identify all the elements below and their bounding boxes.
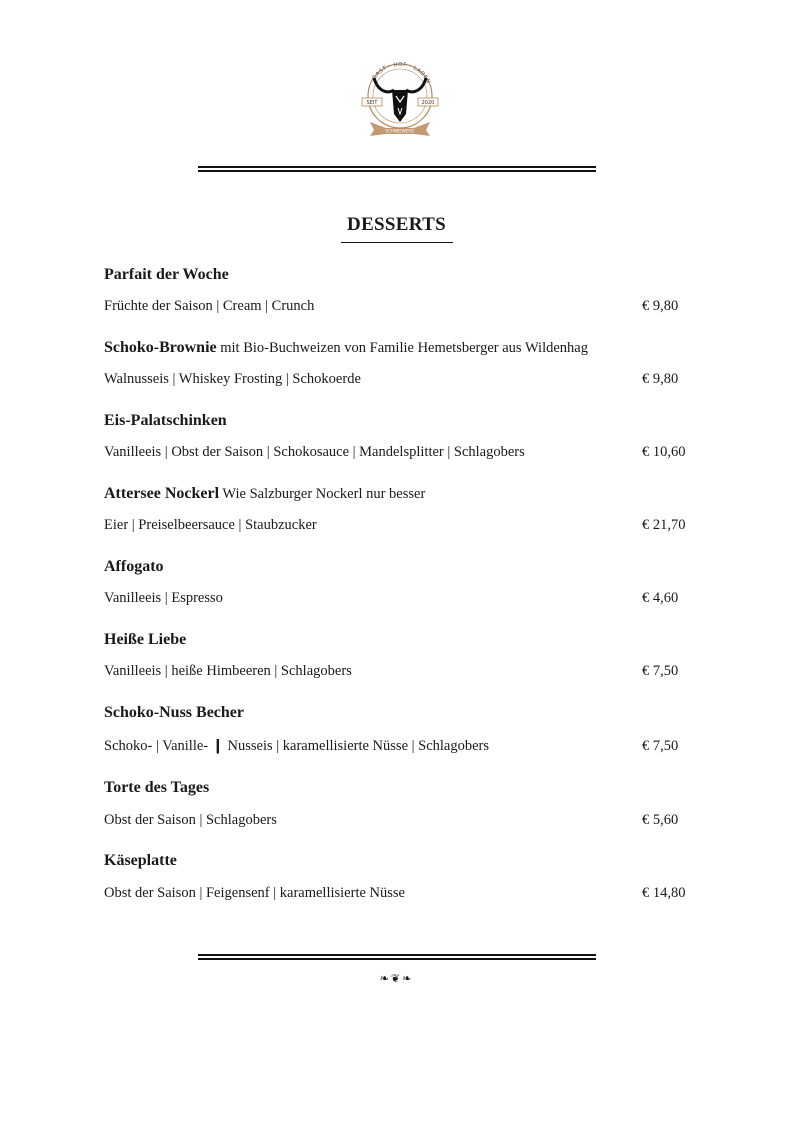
item-name-line	[104, 557, 704, 577]
logo-arc-text: GAST · HOF · LADEN	[371, 61, 432, 85]
page-title: DESSERTS	[347, 214, 446, 235]
menu-item	[104, 265, 704, 314]
item-name: Torte des Tages	[104, 779, 210, 796]
item-name: Eis-Palatschinken	[104, 412, 227, 429]
item-description: Eier | Preiselbeersauce | Staubzucker	[104, 517, 317, 533]
item-price: € 7,50	[642, 738, 679, 754]
logo-ribbon-text: SCHNEEWEISS	[385, 128, 415, 134]
item-description: Obst der Saison | Feigensenf | karamellisierte Nüsse	[104, 885, 405, 901]
item-name: Schoko-Brownie	[104, 339, 217, 356]
item-name-line	[104, 778, 704, 798]
menu-item	[104, 484, 704, 533]
item-name: Affogato	[104, 558, 164, 575]
item-description: Obst der Saison | Schlagobers	[104, 812, 277, 828]
item-price: € 5,60	[642, 812, 679, 828]
item-name-line	[104, 851, 704, 871]
menu-item	[104, 338, 704, 387]
item-price: € 9,80	[642, 298, 679, 314]
item-name: Parfait der Woche	[104, 266, 229, 283]
item-name-line	[104, 411, 704, 431]
item-price: € 21,70	[642, 517, 686, 533]
item-description: Früchte der Saison | Cream | Crunch	[104, 298, 315, 314]
item-price: € 7,50	[642, 663, 679, 679]
top-divider	[198, 166, 596, 172]
footer-ornament: ❧❦❧	[379, 972, 414, 985]
logo	[356, 56, 444, 138]
item-name-line	[104, 265, 704, 285]
logo-left-text: SEIT	[366, 100, 378, 107]
item-price: € 4,60	[642, 590, 679, 606]
item-name-line	[104, 703, 704, 723]
menu-item	[104, 411, 704, 460]
menu-item	[104, 778, 704, 828]
item-name: Käseplatte	[104, 852, 177, 869]
item-price: € 10,60	[642, 444, 686, 460]
item-description: Vanilleeis | Espresso	[104, 590, 223, 606]
item-description: Vanilleeis | heiße Himbeeren | Schlagobers	[104, 663, 352, 679]
item-note: mit Bio-Buchweizen von Familie Hemetsberger aus Wildenhag	[216, 340, 588, 356]
menu-item	[104, 630, 704, 679]
title-underline	[341, 242, 453, 243]
menu-item	[104, 557, 704, 606]
item-name: Schoko-Nuss Becher	[104, 704, 245, 721]
menu-item	[104, 703, 704, 754]
logo-right-text: 2020	[421, 100, 435, 107]
item-description: Walnusseis | Whiskey Frosting | Schokoerde	[104, 371, 361, 387]
item-name-line	[104, 630, 704, 650]
item-note: Wie Salzburger Nockerl nur besser	[219, 486, 426, 502]
item-name: Heiße Liebe	[104, 631, 187, 648]
item-price: € 14,80	[642, 885, 686, 901]
item-description: Vanilleeis | Obst der Saison | Schokosauce | Mandelsplitter | Schlagobers	[104, 444, 525, 460]
bottom-divider	[198, 954, 596, 960]
item-price: € 9,80	[642, 371, 679, 387]
item-description: Schoko- | Vanille- ❙ Nusseis | karamellisierte Nüsse | Schlagobers	[104, 738, 490, 754]
item-name: Attersee Nockerl	[104, 485, 220, 502]
bull-head-icon	[356, 56, 444, 138]
item-name-line	[104, 338, 704, 358]
svg-text:GAST · HOF · LADEN	[371, 62, 431, 85]
item-name-line	[104, 484, 704, 504]
menu-item	[104, 851, 704, 901]
